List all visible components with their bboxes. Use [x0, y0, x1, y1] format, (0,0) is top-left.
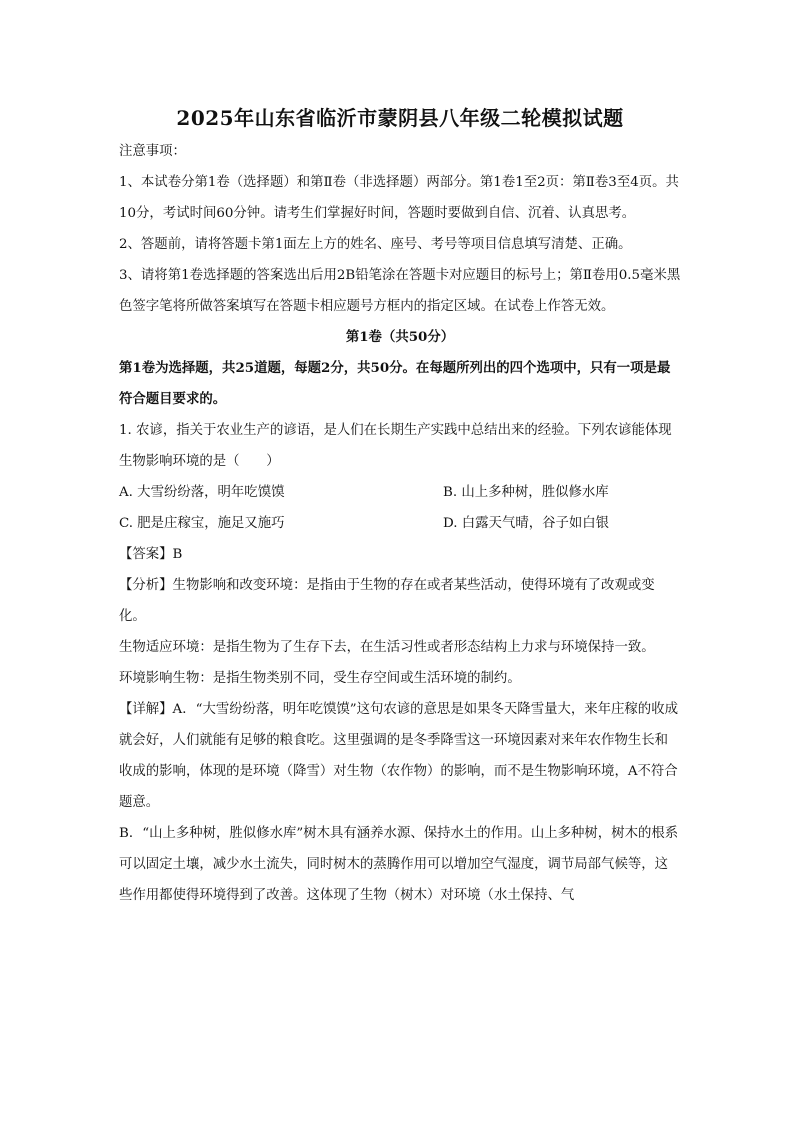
analysis-paragraph: 【分析】生物影响和改变环境：是指由于生物的存在或者某些活动，使得环境有了改观或变化。 [119, 578, 655, 624]
detail-paragraph: B．“山上多种树，胜似修水库”树木具有涵养水源、保持水土的作用。山上多种树，树木的根系可以固定土壤，减少水土流失，同时树木的蒸腾作用可以增加空气湿度，调节局部气候等，这些作用都使得环境得到了改善。这体现了生物（树木）对环境（水土保持、气 [119, 826, 679, 903]
notice-item: 2、答题前，请将答题卡第1面左上方的姓名、座号、考号等项目信息填写清楚、正确。 [119, 237, 632, 252]
answer-line: 【答案】B [119, 547, 183, 562]
notice-item: 3、请将第1卷选择题的答案选出后用2B铅笔涂在答题卡对应题目的标号上；第Ⅱ卷用0.5毫米黑色签字笔将所做答案填写在答题卡相应题号方框内的指定区域。在试卷上作答无效。 [119, 268, 681, 314]
detail-paragraph: 【详解】A．“大雪纷纷落，明年吃馍馍”这句农谚的意思是如果冬天降雪量大，来年庄稼的收成就会好，人们就能有足够的粮食吃。这里强调的是冬季降雪这一环境因素对来年农作物生长和收成的影响，体现的是环境（降雪）对生物（农作物）的影响，而不是生物影响环境，A不符合题意。 [119, 702, 678, 810]
option-c: C. 肥是庄稼宝，施足又施巧 [119, 516, 285, 531]
notice-heading: 注意事项： [119, 144, 186, 159]
analysis-paragraph: 环境影响生物：是指生物类别不同，受生存空间或生活环境的制约。 [119, 671, 521, 686]
option-d: D. 白露天气晴，谷子如白银 [443, 516, 610, 531]
exam-page [119, 100, 681, 911]
question-options [119, 477, 681, 539]
question-stem: 1. 农谚，指关于农业生产的谚语，是人们在长期生产实践中总结出来的经验。下列农谚能体现生物影响环境的是（ ） [119, 423, 672, 469]
notice-item: 1、本试卷分第1卷（选择题）和第Ⅱ卷（非选择题）两部分。第1卷1至2页：第Ⅱ卷3至4页。共10分，考试时间60分钟。请考生们掌握好时间，答题时要做到自信、沉着、认真思考。 [119, 175, 679, 221]
option-a: A. 大雪纷纷落，明年吃馍馍 [119, 485, 285, 500]
analysis-paragraph: 生物适应环境：是指生物为了生存下去，在生活习性或者形态结构上力求与环境保持一致。 [119, 640, 655, 655]
option-b: B. 山上多种树，胜似修水库 [443, 485, 609, 500]
section-instruction: 第1卷为选择题，共25道题，每题2分，共50分。在每题所列出的四个选项中，只有一项是最符合题目要求的。 [119, 360, 671, 407]
section-heading: 第1卷（共50分） [345, 329, 455, 345]
exam-title: 2025年山东省临沂市蒙阴县八年级二轮模拟试题 [176, 106, 624, 130]
